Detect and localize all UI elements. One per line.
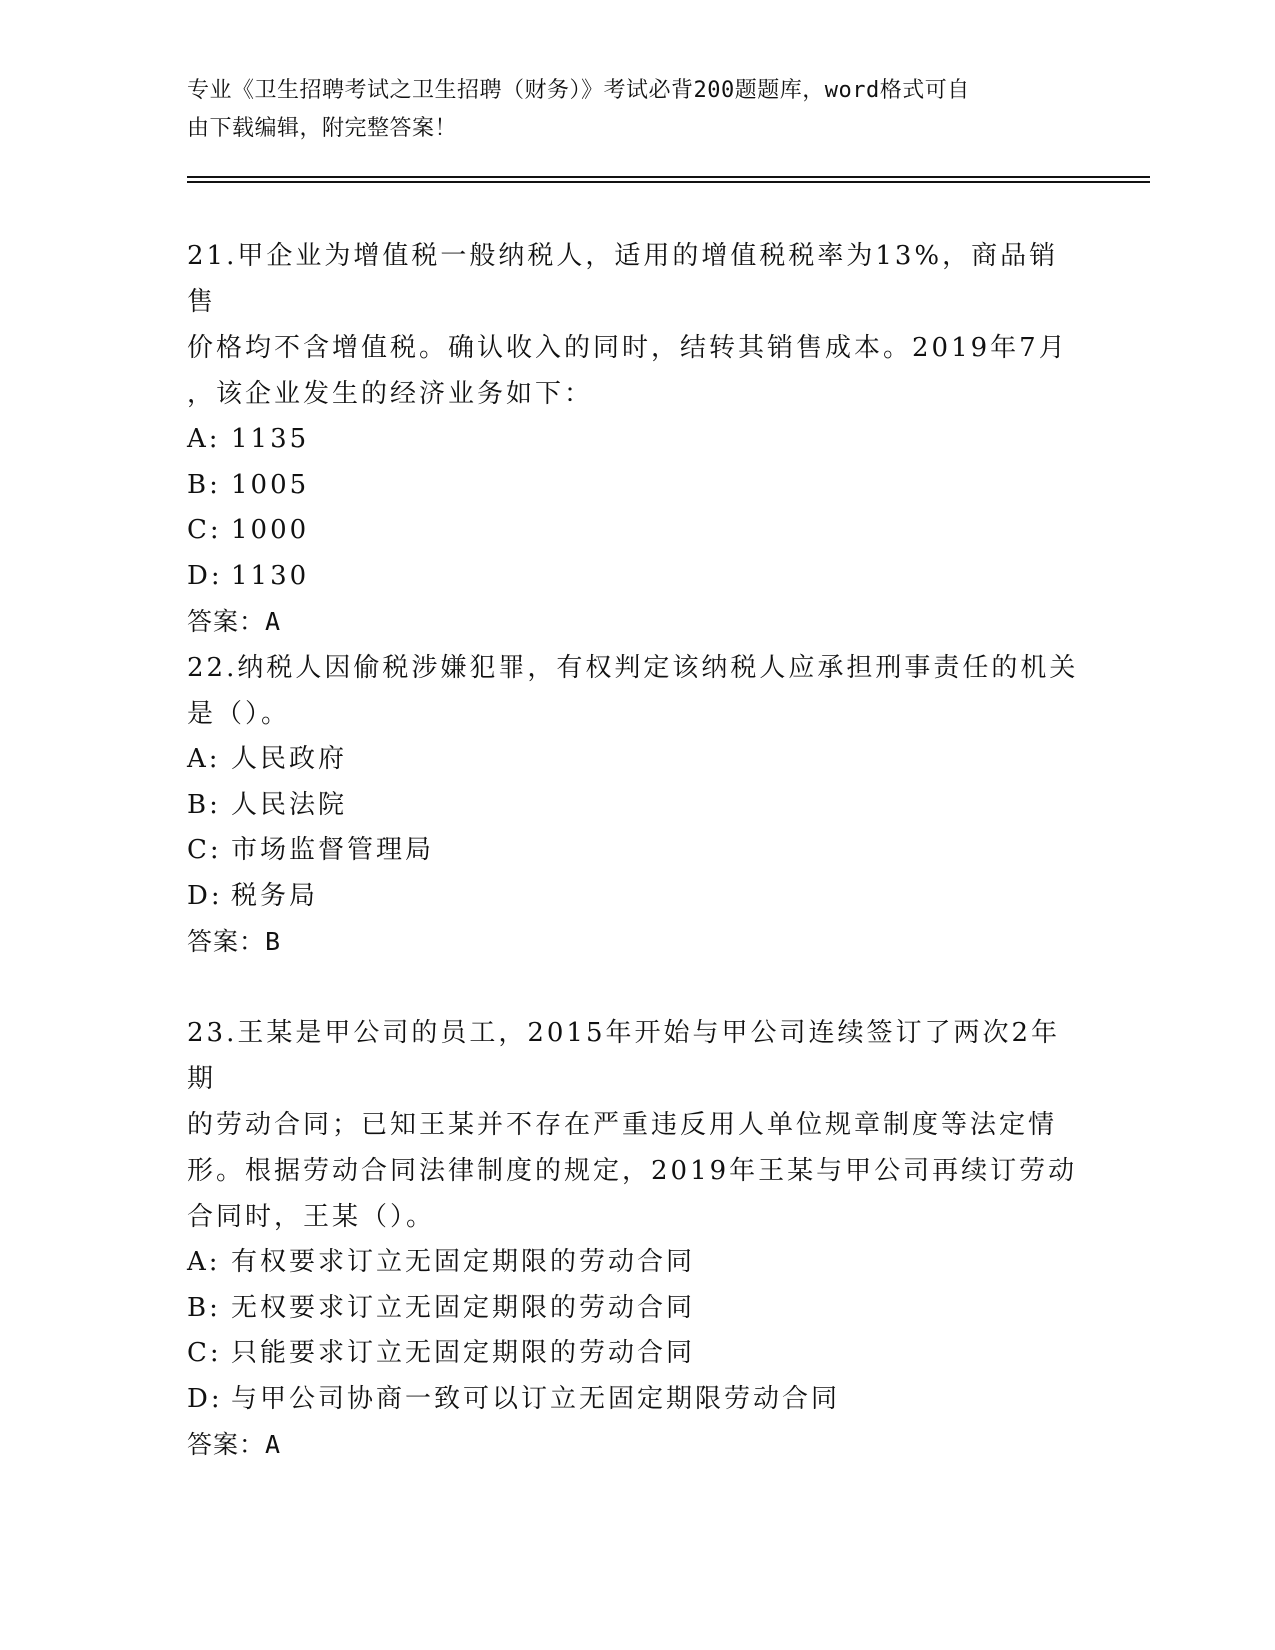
option-text: 有权要求订立无固定期限的劳动合同 [231, 1247, 696, 1277]
option-text: 人民法院 [231, 789, 348, 820]
option-text: 人民政府 [231, 744, 348, 774]
question-line: 23.王某是甲公司的员工，2015年开始与甲公司连续签订了两次2年期 [187, 1018, 1061, 1094]
question-21 [187, 233, 1087, 644]
option-letter: D: [187, 1383, 223, 1414]
question-line: 价格均不含增值税。确认收入的同时，结转其销售成本。2019年7月 [187, 333, 1068, 363]
option-letter: B: [187, 789, 221, 820]
question-line: ，该企业发生的经济业务如下： [187, 379, 594, 409]
header-divider-top [187, 176, 1150, 178]
question-line: 的劳动合同；已知王某并不存在严重违反用人单位规章制度等法定情 [187, 1110, 1058, 1140]
question-line: 22.纳税人因偷税涉嫌犯罪，有权判定该纳税人应承担刑事责任的机关 [187, 653, 1079, 683]
option-a [187, 1240, 1087, 1286]
option-text: 市场监督管理局 [231, 835, 435, 865]
option-letter: D: [187, 560, 223, 591]
option-letter: A: [187, 424, 221, 454]
header-divider-bottom [187, 181, 1150, 183]
option-c [187, 828, 1087, 874]
question-line: 合同时，王某（）。 [187, 1202, 436, 1232]
option-text: 税务局 [231, 880, 319, 911]
question-stem [187, 233, 1087, 417]
question-line: 是（）。 [187, 699, 291, 729]
option-letter: A: [187, 1247, 221, 1277]
option-c [187, 508, 1087, 554]
document-header [187, 72, 1067, 148]
answer-line: 答案：B [187, 927, 282, 956]
option-letter: C: [187, 1338, 222, 1368]
option-text: 与甲公司协商一致可以订立无固定期限劳动合同 [231, 1383, 841, 1414]
question-23 [187, 1010, 1087, 1467]
option-b [187, 783, 1087, 829]
question-stem [187, 1010, 1087, 1240]
option-a [187, 737, 1087, 783]
option-c [187, 1331, 1087, 1377]
option-letter: D: [187, 880, 223, 911]
option-text: 1130 [231, 560, 310, 591]
option-d [187, 874, 1087, 920]
option-b [187, 463, 1087, 509]
option-letter: C: [187, 835, 222, 865]
option-a [187, 417, 1087, 463]
option-letter: C: [187, 515, 222, 545]
option-d [187, 1377, 1087, 1423]
answer-line: 答案：A [187, 607, 282, 636]
option-text: 1000 [231, 515, 310, 545]
header-line-2: 由下载编辑，附完整答案！ [187, 116, 458, 141]
option-text: 1135 [231, 424, 310, 454]
question-stem [187, 645, 1087, 737]
option-text: 只能要求订立无固定期限的劳动合同 [231, 1338, 696, 1368]
option-letter: B: [187, 469, 221, 500]
header-line-1: 专业《卫生招聘考试之卫生招聘（财务）》考试必背200题题库，word格式可自 [187, 78, 970, 103]
question-line: 21.甲企业为增值税一般纳税人，适用的增值税税率为13%，商品销售 [187, 241, 1059, 317]
option-d [187, 554, 1087, 600]
option-b [187, 1286, 1087, 1332]
option-letter: A: [187, 744, 221, 774]
option-text: 无权要求订立无固定期限的劳动合同 [231, 1292, 696, 1323]
question-22 [187, 645, 1087, 964]
option-text: 1005 [231, 469, 310, 500]
question-line: 形。根据劳动合同法律制度的规定，2019年王某与甲公司再续订劳动 [187, 1156, 1078, 1186]
answer-line: 答案：A [187, 1430, 282, 1459]
option-letter: B: [187, 1292, 221, 1323]
